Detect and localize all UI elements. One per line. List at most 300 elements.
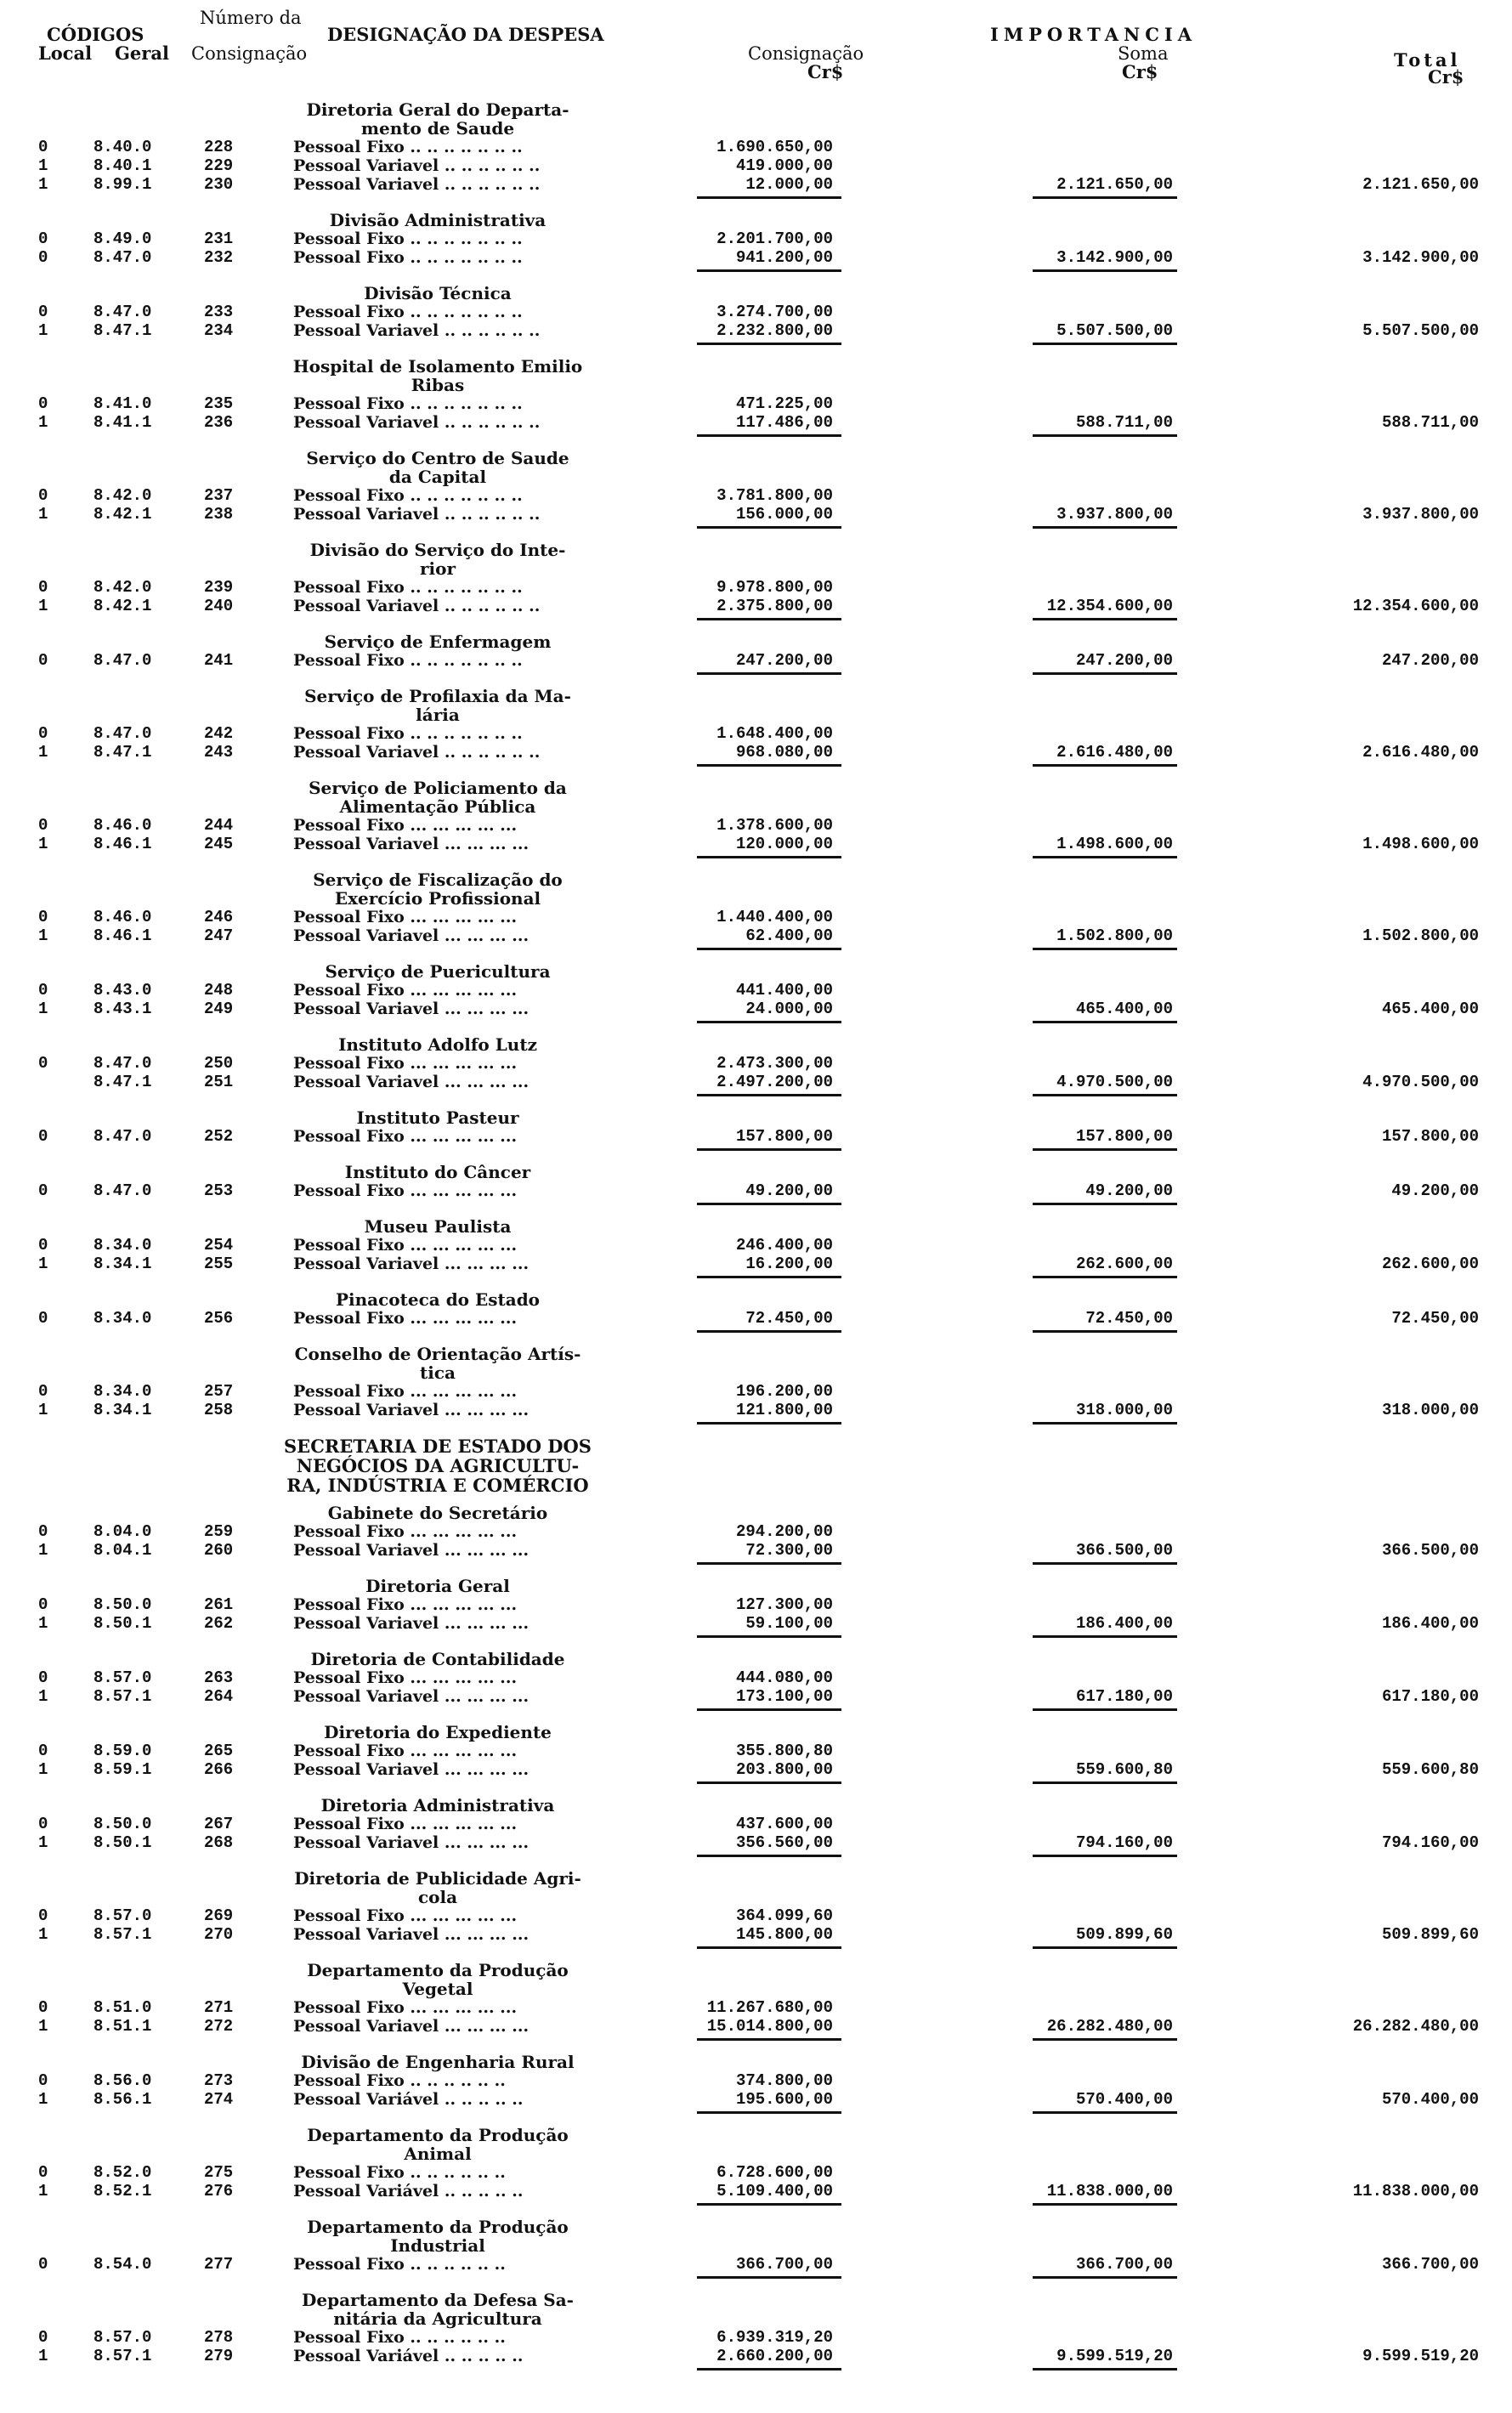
consignacao-amount: 246.400,00 <box>735 1236 833 1255</box>
consignacao-underline <box>697 1635 841 1638</box>
consignacao-underline <box>697 2276 841 2279</box>
department-title: da Capital <box>388 467 487 487</box>
local-code: 0 <box>38 981 48 1000</box>
consignacao-underline <box>697 1708 841 1711</box>
expense-row <box>0 816 1512 835</box>
soma-underline <box>1033 1946 1177 1949</box>
soma-amount: 1.498.600,00 <box>1056 835 1173 853</box>
section-total-row <box>0 2182 1512 2201</box>
local-code: 0 <box>38 1668 48 1687</box>
total-amount: 186.400,00 <box>1381 1614 1479 1633</box>
local-code: 1 <box>38 1614 48 1633</box>
consignacao-number: 278 <box>204 2328 234 2347</box>
soma-amount: 588.711,00 <box>1075 413 1173 432</box>
consignacao-amount: 203.800,00 <box>735 1760 833 1779</box>
total-amount: 366.700,00 <box>1381 2255 1479 2274</box>
local-code: 0 <box>38 1127 48 1146</box>
expense-designation: Pessoal Variavel ... ... ... ... <box>293 1925 529 1944</box>
consignacao-number: 244 <box>204 816 234 835</box>
expense-row <box>0 2071 1512 2090</box>
section-total-row <box>0 1925 1512 1944</box>
consignacao-number: 230 <box>204 175 234 194</box>
consignacao-underline <box>697 618 841 620</box>
expense-row <box>0 1382 1512 1401</box>
soma-amount: 366.700,00 <box>1075 2255 1173 2274</box>
consignacao-number: 255 <box>204 1255 234 1273</box>
geral-code: 8.50.0 <box>93 1595 152 1614</box>
total-amount: 4.970.500,00 <box>1362 1073 1479 1091</box>
local-code: 0 <box>38 724 48 743</box>
department-title: Serviço de Profilaxia da Ma- <box>304 686 571 706</box>
consignacao-amount: 49.200,00 <box>745 1181 833 1200</box>
total-amount: 2.616.480,00 <box>1362 743 1479 762</box>
expense-row <box>0 394 1512 413</box>
consignacao-underline <box>697 672 841 675</box>
total-amount: 465.400,00 <box>1381 1000 1479 1018</box>
soma-underline <box>1033 764 1177 767</box>
consignacao-number: 264 <box>204 1687 234 1706</box>
expense-row <box>0 2163 1512 2182</box>
section-total-row <box>0 413 1512 432</box>
soma-amount: 157.800,00 <box>1075 1127 1173 1146</box>
consignacao-number: 228 <box>204 138 234 156</box>
consignacao-number: 268 <box>204 1833 234 1852</box>
local-code: 0 <box>38 651 48 670</box>
local-code: 0 <box>38 578 48 597</box>
geral-code: 8.52.1 <box>93 2182 152 2201</box>
consignacao-amount: 247.200,00 <box>735 651 833 670</box>
consignacao-number: 260 <box>204 1541 234 1560</box>
consignacao-number: 246 <box>204 908 234 926</box>
geral-code: 8.46.1 <box>93 835 152 853</box>
local-code: 0 <box>38 1742 48 1760</box>
consignacao-amount: 157.800,00 <box>735 1127 833 1146</box>
total-amount: 366.500,00 <box>1381 1541 1479 1560</box>
soma-amount: 559.600,80 <box>1075 1760 1173 1779</box>
expense-row <box>0 1236 1512 1255</box>
total-amount: 509.899,60 <box>1381 1925 1479 1944</box>
consignacao-underline <box>697 526 841 529</box>
geral-code: 8.47.0 <box>93 1181 152 1200</box>
consignacao-underline <box>697 1781 841 1784</box>
consignacao-amount: 196.200,00 <box>735 1382 833 1401</box>
section-total-row <box>0 248 1512 267</box>
total-amount: 588.711,00 <box>1381 413 1479 432</box>
local-code: 0 <box>38 1382 48 1401</box>
expense-designation: Pessoal Fixo .. .. .. .. .. .. <box>293 2328 506 2347</box>
consignacao-amount: 120.000,00 <box>735 835 833 853</box>
local-code: 0 <box>38 248 48 267</box>
expense-designation: Pessoal Variavel ... ... ... ... <box>293 1833 529 1852</box>
department-title: Departamento da Produção <box>307 2217 569 2237</box>
section-total-row <box>0 926 1512 945</box>
section-total-row <box>0 1541 1512 1560</box>
department-title: Divisão Técnica <box>364 283 512 303</box>
geral-code: 8.57.1 <box>93 2347 152 2365</box>
consignacao-amount: 6.939.319,20 <box>716 2328 833 2347</box>
total-amount: 72.450,00 <box>1391 1309 1479 1328</box>
soma-amount: 465.400,00 <box>1075 1000 1173 1018</box>
consignacao-amount: 444.080,00 <box>735 1668 833 1687</box>
department-title: rior <box>419 558 456 579</box>
local-code: 1 <box>38 835 48 853</box>
consignacao-number: 249 <box>204 1000 234 1018</box>
section-total-row <box>0 1073 1512 1091</box>
soma-underline <box>1033 1021 1177 1023</box>
consignacao-number: 274 <box>204 2090 234 2109</box>
soma-amount: 570.400,00 <box>1075 2090 1173 2109</box>
expense-designation: Pessoal Fixo ... ... ... ... ... <box>293 1382 518 1401</box>
header-consignacao: Consignação <box>191 43 308 64</box>
section-total-row <box>0 2090 1512 2109</box>
geral-code: 8.47.0 <box>93 303 152 321</box>
expense-designation: Pessoal Fixo .. .. .. .. .. .. <box>293 2255 506 2274</box>
expense-designation: Pessoal Fixo .. .. .. .. .. .. .. <box>293 138 523 156</box>
consignacao-amount: 9.978.800,00 <box>716 578 833 597</box>
soma-amount: 318.000,00 <box>1075 1401 1173 1419</box>
expense-designation: Pessoal Variável .. .. .. .. .. <box>293 2182 524 2201</box>
expense-designation: Pessoal Variavel ... ... ... ... <box>293 1401 529 1419</box>
consignacao-amount: 2.201.700,00 <box>716 229 833 248</box>
consignacao-amount: 24.000,00 <box>745 1000 833 1018</box>
consignacao-amount: 6.728.600,00 <box>716 2163 833 2182</box>
consignacao-amount: 62.400,00 <box>745 926 833 945</box>
local-code: 1 <box>38 1255 48 1273</box>
geral-code: 8.46.0 <box>93 908 152 926</box>
department-title: cola <box>417 1887 458 1907</box>
total-amount: 2.121.650,00 <box>1362 175 1479 194</box>
section-total-row <box>0 2347 1512 2365</box>
department-title: Departamento da Defesa Sa- <box>302 2290 574 2310</box>
geral-code: 8.40.0 <box>93 138 152 156</box>
section-total-row <box>0 175 1512 194</box>
soma-amount: 5.507.500,00 <box>1056 321 1173 340</box>
department-title: tica <box>420 1362 456 1383</box>
local-code: 1 <box>38 175 48 194</box>
consignacao-amount: 195.600,00 <box>735 2090 833 2109</box>
expense-designation: Pessoal Variavel .. .. .. .. .. .. <box>293 743 541 762</box>
consignacao-number: 241 <box>204 651 234 670</box>
expense-designation: Pessoal Variável .. .. .. .. .. <box>293 2347 524 2365</box>
consignacao-amount: 145.800,00 <box>735 1925 833 1944</box>
consignacao-number: 259 <box>204 1522 234 1541</box>
department-title: Hospital de Isolamento Emilio <box>292 356 583 377</box>
local-code: 0 <box>38 1595 48 1614</box>
consignacao-number: 261 <box>204 1595 234 1614</box>
expense-designation: Pessoal Fixo ... ... ... ... ... <box>293 1181 518 1200</box>
expense-designation: Pessoal Variavel ... ... ... ... <box>293 926 529 945</box>
department-title: Departamento da Produção <box>307 1960 569 1980</box>
soma-amount: 509.899,60 <box>1075 1925 1173 1944</box>
consignacao-amount: 471.225,00 <box>735 394 833 413</box>
secretaria-title: RA, INDÚSTRIA E COMÉRCIO <box>286 1475 589 1496</box>
consignacao-number: 258 <box>204 1401 234 1419</box>
geral-code: 8.41.1 <box>93 413 152 432</box>
geral-code: 8.47.0 <box>93 651 152 670</box>
local-code: 0 <box>38 2328 48 2347</box>
consignacao-number: 257 <box>204 1382 234 1401</box>
consignacao-amount: 2.473.300,00 <box>716 1054 833 1073</box>
department-title: Serviço do Centro de Saude <box>306 448 569 468</box>
consignacao-amount: 294.200,00 <box>735 1522 833 1541</box>
expense-row <box>0 1815 1512 1833</box>
expense-row <box>0 1906 1512 1925</box>
section-total-row <box>0 1614 1512 1633</box>
geral-code: 8.34.0 <box>93 1236 152 1255</box>
geral-code: 8.57.1 <box>93 1687 152 1706</box>
expense-designation: Pessoal Fixo ... ... ... ... ... <box>293 1236 518 1255</box>
local-code: 0 <box>38 1998 48 2017</box>
expense-designation: Pessoal Variavel ... ... ... ... <box>293 1541 529 1560</box>
consignacao-underline <box>697 2368 841 2371</box>
local-code: 1 <box>38 1000 48 1018</box>
section-total-row <box>0 1687 1512 1706</box>
consignacao-number: 248 <box>204 981 234 1000</box>
local-code: 1 <box>38 743 48 762</box>
geral-code: 8.50.1 <box>93 1833 152 1852</box>
geral-code: 8.52.0 <box>93 2163 152 2182</box>
consignacao-amount: 11.267.680,00 <box>706 1998 833 2017</box>
section-total-row <box>0 1760 1512 1779</box>
consignacao-number: 238 <box>204 505 234 524</box>
soma-underline <box>1033 343 1177 345</box>
total-amount: 5.507.500,00 <box>1362 321 1479 340</box>
section-total-row <box>0 1000 1512 1018</box>
expense-designation: Pessoal Variavel .. .. .. .. .. .. <box>293 175 541 194</box>
consignacao-amount: 366.700,00 <box>735 2255 833 2274</box>
local-code: 0 <box>38 394 48 413</box>
expense-row <box>0 1522 1512 1541</box>
header-importancia: IMPORTANCIA <box>990 24 1198 45</box>
consignacao-amount: 441.400,00 <box>735 981 833 1000</box>
consignacao-number: 276 <box>204 2182 234 2201</box>
expense-designation: Pessoal Variavel ... ... ... ... <box>293 1760 529 1779</box>
consignacao-number: 277 <box>204 2255 234 2274</box>
geral-code: 8.57.0 <box>93 1906 152 1925</box>
header-geral: Geral <box>115 42 169 64</box>
consignacao-number: 232 <box>204 248 234 267</box>
consignacao-underline <box>697 1203 841 1205</box>
local-code: 1 <box>38 1401 48 1419</box>
department-title: Serviço de Puericultura <box>325 961 551 982</box>
consignacao-number: 265 <box>204 1742 234 1760</box>
soma-underline <box>1033 1635 1177 1638</box>
department-title: Alimentação Pública <box>339 796 536 817</box>
consignacao-underline <box>697 1946 841 1949</box>
consignacao-number: 247 <box>204 926 234 945</box>
expense-designation: Pessoal Variavel ... ... ... ... <box>293 2017 529 2036</box>
expense-designation: Pessoal Variavel ... ... ... ... <box>293 1614 529 1633</box>
consignacao-number: 236 <box>204 413 234 432</box>
section-total-row <box>0 651 1512 670</box>
geral-code: 8.50.1 <box>93 1614 152 1633</box>
soma-amount: 1.502.800,00 <box>1056 926 1173 945</box>
local-code: 1 <box>38 1925 48 1944</box>
expense-designation: Pessoal Variável .. .. .. .. .. <box>293 2090 524 2109</box>
geral-code: 8.56.1 <box>93 2090 152 2109</box>
expense-designation: Pessoal Fixo ... ... ... ... ... <box>293 1127 518 1146</box>
consignacao-amount: 374.800,00 <box>735 2071 833 2090</box>
total-amount: 247.200,00 <box>1381 651 1479 670</box>
local-code: 0 <box>38 229 48 248</box>
expense-designation: Pessoal Fixo .. .. .. .. .. .. .. <box>293 724 523 743</box>
local-code: 0 <box>38 2071 48 2090</box>
soma-amount: 3.142.900,00 <box>1056 248 1173 267</box>
department-title: Diretoria de Publicidade Agri- <box>294 1868 581 1889</box>
geral-code: 8.42.0 <box>93 486 152 505</box>
consignacao-amount: 5.109.400,00 <box>716 2182 833 2201</box>
expense-row <box>0 1668 1512 1687</box>
consignacao-amount: 173.100,00 <box>735 1687 833 1706</box>
section-total-row <box>0 743 1512 762</box>
local-code: 1 <box>38 2182 48 2201</box>
total-amount: 1.502.800,00 <box>1362 926 1479 945</box>
soma-amount: 2.616.480,00 <box>1056 743 1173 762</box>
consignacao-underline <box>697 2111 841 2114</box>
local-code: 1 <box>38 1833 48 1852</box>
header-numero-da: Número da <box>200 8 302 28</box>
total-amount: 262.600,00 <box>1381 1255 1479 1273</box>
local-code: 1 <box>38 2347 48 2365</box>
consignacao-amount: 127.300,00 <box>735 1595 833 1614</box>
secretaria-title: SECRETARIA DE ESTADO DOS <box>284 1436 592 1457</box>
expense-designation: Pessoal Fixo ... ... ... ... ... <box>293 1998 518 2017</box>
geral-code: 8.42.1 <box>93 597 152 615</box>
department-title: Animal <box>404 2144 472 2164</box>
department-title: Serviço de Enfermagem <box>324 632 552 652</box>
local-code: 0 <box>38 1906 48 1925</box>
total-amount: 157.800,00 <box>1381 1127 1479 1146</box>
department-title: Industrial <box>390 2235 485 2256</box>
consignacao-amount: 419.000,00 <box>735 156 833 175</box>
expense-designation: Pessoal Fixo ... ... ... ... ... <box>293 1522 518 1541</box>
consignacao-amount: 941.200,00 <box>735 248 833 267</box>
consignacao-amount: 968.080,00 <box>735 743 833 762</box>
expense-row <box>0 1742 1512 1760</box>
consignacao-number: 269 <box>204 1906 234 1925</box>
consignacao-number: 266 <box>204 1760 234 1779</box>
expense-designation: Pessoal Variavel .. .. .. .. .. .. <box>293 597 541 615</box>
consignacao-number: 237 <box>204 486 234 505</box>
consignacao-number: 234 <box>204 321 234 340</box>
local-code: 1 <box>38 1687 48 1706</box>
expense-designation: Pessoal Fixo ... ... ... ... ... <box>293 1742 518 1760</box>
consignacao-number: 267 <box>204 1815 234 1833</box>
local-code: 1 <box>38 321 48 340</box>
soma-amount: 49.200,00 <box>1085 1181 1173 1200</box>
consignacao-amount: 1.440.400,00 <box>716 908 833 926</box>
soma-underline <box>1033 1094 1177 1096</box>
department-title: Exercício Profissional <box>334 888 541 909</box>
consignacao-underline <box>697 1148 841 1151</box>
geral-code: 8.56.0 <box>93 2071 152 2090</box>
section-total-row <box>0 1401 1512 1419</box>
department-title: Diretoria Geral <box>365 1576 510 1596</box>
expense-row <box>0 156 1512 175</box>
expense-row <box>0 578 1512 597</box>
consignacao-underline <box>697 764 841 767</box>
consignacao-amount: 3.781.800,00 <box>716 486 833 505</box>
expense-designation: Pessoal Variavel .. .. .. .. .. .. <box>293 321 541 340</box>
total-amount: 3.142.900,00 <box>1362 248 1479 267</box>
department-title: Divisão Administrativa <box>329 210 546 230</box>
secretaria-title: NEGÓCIOS DA AGRICULTU- <box>296 1455 580 1476</box>
header-cr-cons: Cr$ <box>807 61 844 82</box>
consignacao-amount: 437.600,00 <box>735 1815 833 1833</box>
soma-underline <box>1033 1330 1177 1333</box>
department-title: Museu Paulista <box>364 1216 512 1237</box>
expense-designation: Pessoal Fixo .. .. .. .. .. .. <box>293 2163 506 2182</box>
expense-designation: Pessoal Variavel .. .. .. .. .. .. <box>293 505 541 524</box>
consignacao-number: 275 <box>204 2163 234 2182</box>
geral-code: 8.04.0 <box>93 1522 152 1541</box>
consignacao-underline <box>697 1855 841 1857</box>
local-code: 0 <box>38 816 48 835</box>
soma-amount: 247.200,00 <box>1075 651 1173 670</box>
local-code: 0 <box>38 1309 48 1328</box>
soma-amount: 262.600,00 <box>1075 1255 1173 1273</box>
total-amount: 26.282.480,00 <box>1352 2017 1479 2036</box>
local-code: 0 <box>38 1815 48 1833</box>
geral-code: 8.43.1 <box>93 1000 152 1018</box>
soma-amount: 794.160,00 <box>1075 1833 1173 1852</box>
department-title: Serviço de Policiamento da <box>309 778 567 798</box>
geral-code: 8.51.1 <box>93 2017 152 2036</box>
local-code: 1 <box>38 156 48 175</box>
expense-designation: Pessoal Fixo .. .. .. .. .. .. <box>293 2071 506 2090</box>
soma-amount: 617.180,00 <box>1075 1687 1173 1706</box>
department-title: Diretoria Geral do Departa- <box>306 99 569 120</box>
expense-designation: Pessoal Variavel ... ... ... ... <box>293 1255 529 1273</box>
department-title: mento de Saude <box>360 118 515 139</box>
expense-designation: Pessoal Variavel .. .. .. .. .. .. <box>293 413 541 432</box>
expense-row <box>0 229 1512 248</box>
soma-underline <box>1033 1708 1177 1711</box>
expense-designation: Pessoal Fixo ... ... ... ... ... <box>293 1906 518 1925</box>
section-total-row <box>0 1309 1512 1328</box>
consignacao-number: 273 <box>204 2071 234 2090</box>
local-code: 1 <box>38 2017 48 2036</box>
geral-code: 8.34.0 <box>93 1309 152 1328</box>
consignacao-amount: 72.300,00 <box>745 1541 833 1560</box>
consignacao-number: 245 <box>204 835 234 853</box>
soma-underline <box>1033 526 1177 529</box>
soma-amount: 186.400,00 <box>1075 1614 1173 1633</box>
total-amount: 617.180,00 <box>1381 1687 1479 1706</box>
expense-designation: Pessoal Fixo ... ... ... ... ... <box>293 816 518 835</box>
expense-designation: Pessoal Fixo .. .. .. .. .. .. .. <box>293 578 523 597</box>
consignacao-number: 253 <box>204 1181 234 1200</box>
consignacao-amount: 1.690.650,00 <box>716 138 833 156</box>
soma-underline <box>1033 2368 1177 2371</box>
department-title: lária <box>416 705 460 725</box>
total-amount: 1.498.600,00 <box>1362 835 1479 853</box>
consignacao-number: 251 <box>204 1073 234 1091</box>
consignacao-number: 263 <box>204 1668 234 1687</box>
consignacao-amount: 15.014.800,00 <box>706 2017 833 2036</box>
expense-designation: Pessoal Variavel .. .. .. .. .. .. <box>293 156 541 175</box>
soma-amount: 4.970.500,00 <box>1056 1073 1173 1091</box>
consignacao-amount: 121.800,00 <box>735 1401 833 1419</box>
consignacao-number: 242 <box>204 724 234 743</box>
section-total-row <box>0 1255 1512 1273</box>
total-amount: 11.838.000,00 <box>1352 2182 1479 2201</box>
header-consignacao-col: Consignação <box>748 43 864 64</box>
soma-underline <box>1033 2038 1177 2041</box>
soma-amount: 3.937.800,00 <box>1056 505 1173 524</box>
header-cr-soma: Cr$ <box>1122 61 1158 82</box>
soma-underline <box>1033 618 1177 620</box>
